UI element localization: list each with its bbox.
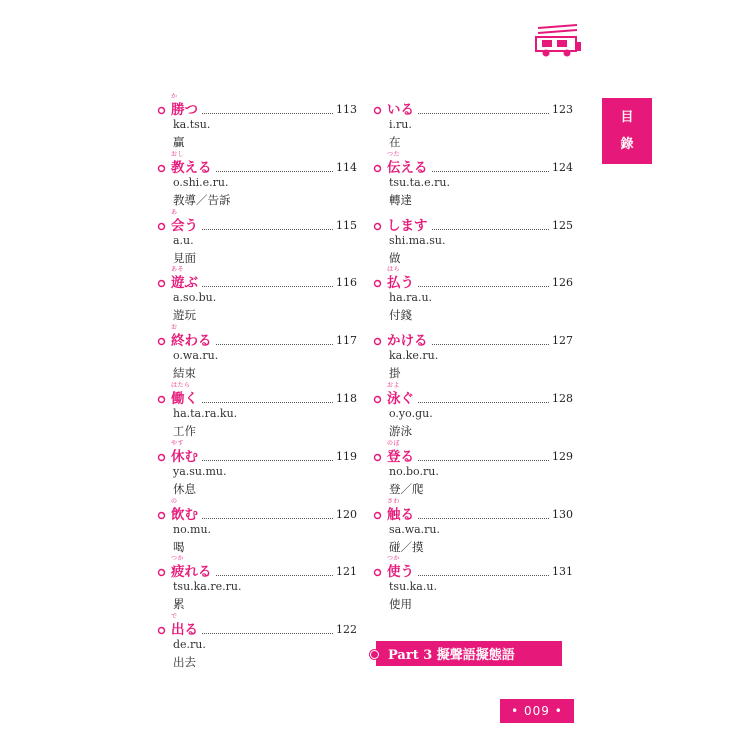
tab-char-2: 錄 (620, 137, 634, 152)
word-wrap (387, 330, 428, 349)
bullet-icon (157, 337, 166, 346)
page-number-ref: 128 (552, 391, 573, 405)
word-wrap (171, 266, 198, 292)
page-number-ref: 120 (336, 507, 357, 521)
dot-leader (432, 228, 550, 230)
dot-leader (216, 343, 334, 345)
page-number-ref: 124 (552, 160, 573, 174)
toc-entry-head (157, 383, 357, 407)
bullet-icon (157, 453, 166, 462)
japanese-word: 触る (387, 506, 414, 523)
chinese-meaning: 游泳 (389, 423, 412, 438)
romaji: tsu.ta.e.ru. (389, 175, 450, 189)
bullet-dot-icon (370, 650, 379, 659)
toc-entry[interactable] (157, 383, 357, 441)
furigana: つか (387, 555, 401, 563)
table-of-contents-tab (602, 98, 652, 164)
japanese-word: 払う (387, 275, 414, 292)
furigana: はら (387, 266, 401, 274)
japanese-word: 終わる (171, 333, 212, 350)
word-wrap (171, 93, 198, 118)
japanese-word: かける (387, 333, 428, 350)
word-wrap (171, 555, 212, 581)
romaji: tsu.ka.u. (389, 580, 437, 594)
chinese-meaning: 掛 (389, 366, 401, 381)
bullet-icon (373, 279, 382, 288)
japanese-word: 登る (387, 448, 414, 465)
furigana: やす (171, 439, 185, 447)
bullet-icon (157, 395, 166, 404)
furigana: か (171, 93, 178, 100)
romaji: a.so.bu. (173, 291, 217, 305)
toc-entry-head (373, 556, 573, 580)
toc-entry[interactable] (157, 441, 357, 499)
bullet-icon (373, 222, 382, 231)
page-number-ref: 113 (336, 103, 357, 116)
word-wrap (387, 439, 414, 465)
furigana: つた (387, 150, 401, 158)
word-wrap (387, 381, 414, 407)
furigana: お (171, 324, 178, 332)
japanese-word: 使う (387, 564, 414, 581)
toc-entry-head (157, 441, 357, 465)
chinese-meaning: 教導／告訴 (173, 192, 231, 207)
toc-entry[interactable] (373, 383, 573, 441)
toc-entry[interactable] (157, 325, 357, 383)
word-wrap (171, 497, 198, 523)
dot-leader (418, 285, 549, 287)
japanese-word: 勝つ (171, 102, 198, 118)
romaji: no.mu. (173, 522, 212, 536)
toc-entry[interactable] (157, 94, 357, 152)
tab-char-1: 目 (620, 110, 634, 125)
word-wrap (387, 215, 428, 234)
toc-entry[interactable] (373, 152, 573, 210)
toc-entry[interactable] (373, 441, 573, 499)
word-wrap (171, 150, 212, 176)
chinese-meaning: 登／爬 (389, 481, 424, 496)
bullet-icon (373, 106, 382, 115)
romaji: ya.su.mu. (173, 464, 227, 478)
word-wrap (387, 150, 428, 176)
chinese-meaning: 在 (389, 135, 401, 149)
romaji: o.wa.ru. (173, 349, 219, 363)
furigana: あそ (171, 266, 185, 274)
word-wrap (387, 266, 414, 292)
japanese-word: 教える (171, 159, 212, 176)
furigana: の (171, 497, 178, 505)
toc-entry[interactable] (157, 267, 357, 325)
page-number-ref: 117 (336, 334, 357, 348)
toc-entry[interactable] (373, 210, 573, 268)
bullet-icon (157, 222, 166, 231)
page-number-ref: 119 (336, 449, 357, 463)
page-number-ref: 131 (552, 565, 573, 579)
bullet-icon (157, 164, 166, 173)
toc-entry[interactable] (157, 614, 357, 672)
toc-entry[interactable] (373, 94, 573, 152)
toc-entry[interactable] (373, 499, 573, 557)
dot-leader (216, 170, 334, 172)
dot-leader (202, 459, 333, 461)
page-number-ref: 118 (336, 391, 357, 405)
bullet-icon (373, 453, 382, 462)
dot-leader (216, 574, 334, 576)
chinese-meaning: 累 (173, 597, 185, 612)
page-number-ref: 121 (336, 565, 357, 579)
chinese-meaning: 遊玩 (173, 308, 196, 323)
page-number: • 009 • (511, 704, 563, 718)
toc-entry[interactable] (157, 210, 357, 268)
dot-leader (202, 228, 333, 230)
dot-leader (418, 517, 549, 519)
toc-entry-head (373, 210, 573, 234)
toc-entry[interactable] (373, 267, 573, 325)
toc-right-column (373, 94, 573, 614)
romaji: o.shi.e.ru. (173, 175, 229, 189)
bullet-icon (157, 626, 166, 635)
part-3-label: Part 3 擬聲語擬態語 (388, 648, 515, 663)
word-wrap (387, 99, 414, 118)
japanese-word: します (387, 217, 428, 234)
word-wrap (171, 613, 198, 639)
furigana: おし (171, 150, 185, 158)
japanese-word: 伝える (387, 159, 428, 176)
romaji: i.ru. (389, 118, 412, 131)
romaji: shi.ma.su. (389, 233, 446, 247)
romaji: o.yo.gu. (389, 406, 433, 420)
toc-entry-head (373, 94, 573, 118)
page-number-ref: 115 (336, 218, 357, 232)
toc-entry-head (157, 499, 357, 523)
chinese-meaning: 休息 (173, 481, 196, 496)
word-wrap (171, 324, 212, 350)
bullet-icon (157, 106, 166, 115)
word-wrap (171, 381, 198, 407)
chinese-meaning: 結束 (173, 366, 196, 381)
toc-entry[interactable] (157, 152, 357, 210)
toc-entry-head (373, 325, 573, 349)
word-wrap (171, 439, 198, 465)
toc-entry-head (157, 94, 357, 118)
japanese-word: 会う (171, 217, 198, 234)
bullet-icon (373, 568, 382, 577)
toc-entry-head (373, 441, 573, 465)
toc-entry-head (373, 267, 573, 291)
chinese-meaning: 喝 (173, 539, 185, 554)
romaji: ka.tsu. (173, 118, 211, 131)
page-number-ref: 127 (552, 334, 573, 348)
truck-illustration-icon (533, 24, 583, 58)
furigana: はたら (171, 381, 191, 389)
japanese-word: 働く (171, 390, 198, 407)
dot-leader (432, 170, 550, 172)
chinese-meaning: 轉達 (389, 192, 412, 207)
page-number-ref: 122 (336, 623, 357, 637)
chinese-meaning: 使用 (389, 597, 412, 612)
page-number-ref: 129 (552, 449, 573, 463)
page-number-ref: 123 (552, 103, 573, 116)
toc-entry-head (373, 152, 573, 176)
japanese-word: 飲む (171, 506, 198, 523)
bullet-icon (373, 511, 382, 520)
page-number-ref: 126 (552, 276, 573, 290)
toc-entry-head (373, 383, 573, 407)
bullet-icon (373, 395, 382, 404)
dot-leader (432, 343, 550, 345)
toc-entry-head (157, 556, 357, 580)
furigana: さわ (387, 497, 401, 505)
toc-entry-head (157, 152, 357, 176)
word-wrap (387, 497, 414, 523)
bullet-icon (157, 279, 166, 288)
furigana: つか (171, 555, 185, 563)
page-number-ref: 116 (336, 276, 357, 290)
chinese-meaning: 工作 (173, 423, 196, 438)
dot-leader (202, 112, 333, 114)
dot-leader (418, 401, 549, 403)
chinese-meaning: 做 (389, 250, 401, 265)
bullet-icon (157, 568, 166, 577)
furigana: のぼ (387, 439, 401, 447)
romaji: no.bo.ru. (389, 464, 439, 478)
furigana: およ (387, 381, 401, 389)
toc-entry[interactable] (373, 325, 573, 383)
word-wrap (171, 208, 198, 234)
romaji: ka.ke.ru. (389, 349, 439, 363)
page-number-ref: 114 (336, 160, 357, 174)
japanese-word: 疲れる (171, 564, 212, 581)
japanese-word: いる (387, 102, 414, 118)
bullet-icon (157, 511, 166, 520)
romaji: sa.wa.ru. (389, 522, 441, 536)
dot-leader (418, 112, 549, 114)
toc-entry-head (157, 267, 357, 291)
bullet-icon (373, 337, 382, 346)
page-number-ref: 125 (552, 218, 573, 232)
toc-entry[interactable] (157, 499, 357, 557)
toc-left-column (157, 94, 357, 672)
word-wrap (387, 555, 414, 581)
romaji: ha.ra.u. (389, 291, 433, 305)
chinese-meaning: 付錢 (389, 308, 412, 323)
page-number-box (500, 699, 574, 723)
furigana: あ (171, 208, 178, 216)
dot-leader (418, 574, 549, 576)
toc-entry-head (157, 614, 357, 638)
dot-leader (202, 632, 333, 634)
romaji: a.u. (173, 233, 194, 247)
part-3-banner[interactable] (376, 641, 562, 666)
bullet-icon (373, 164, 382, 173)
dot-leader (202, 285, 333, 287)
chinese-meaning: 贏 (173, 135, 185, 149)
toc-entry-head (373, 499, 573, 523)
japanese-word: 出る (171, 622, 198, 639)
japanese-word: 休む (171, 448, 198, 465)
dot-leader (418, 459, 549, 461)
japanese-word: 泳ぐ (387, 390, 414, 407)
toc-entry-head (157, 325, 357, 349)
furigana: で (171, 613, 178, 621)
romaji: de.ru. (173, 638, 206, 652)
toc-entry[interactable] (157, 556, 357, 614)
romaji: tsu.ka.re.ru. (173, 580, 242, 594)
dot-leader (202, 401, 333, 403)
toc-entry[interactable] (373, 556, 573, 614)
chinese-meaning: 見面 (173, 250, 196, 265)
page-number-ref: 130 (552, 507, 573, 521)
chinese-meaning: 出去 (173, 655, 196, 670)
japanese-word: 遊ぶ (171, 275, 198, 292)
romaji: ha.ta.ra.ku. (173, 406, 238, 420)
dot-leader (202, 517, 333, 519)
toc-entry-head (157, 210, 357, 234)
chinese-meaning: 碰／摸 (389, 539, 424, 554)
